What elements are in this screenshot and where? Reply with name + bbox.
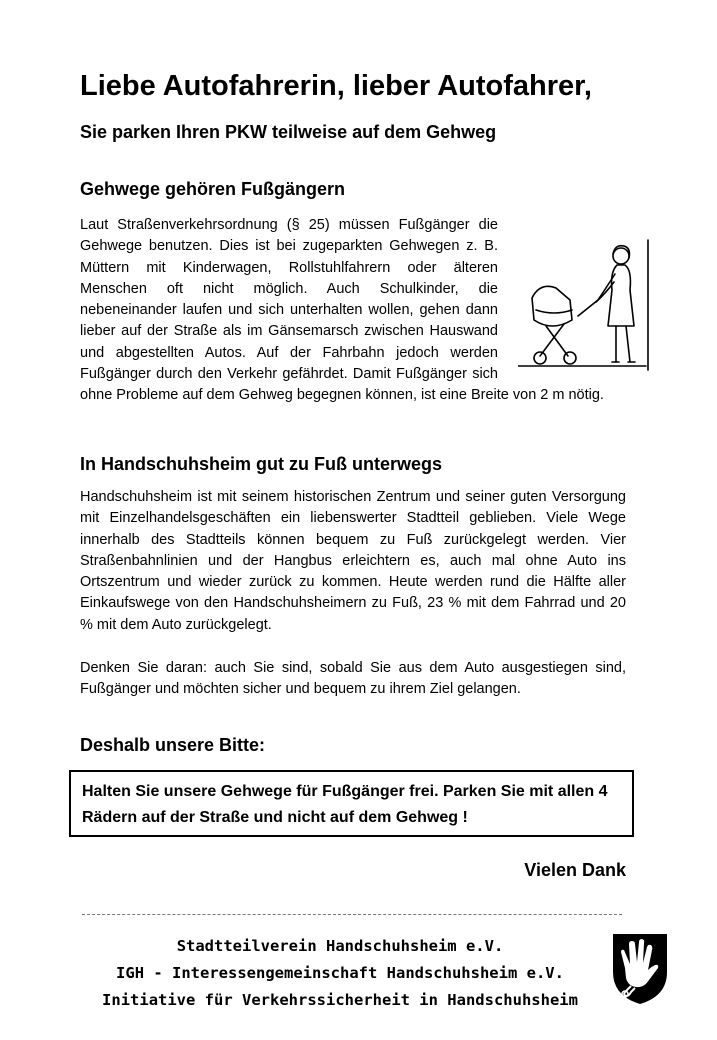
- page-subtitle: Sie parken Ihren PKW teilweise auf dem Gehweg: [80, 122, 497, 142]
- section-text-reminder: Denken Sie daran: auch Sie sind, sobald Sie aus dem Auto ausgestiegen sind, Fußgänger und möchten sicher und bequem zu ihrem Ziel gelangen.: [80, 660, 626, 698]
- request-box: [69, 770, 634, 837]
- footer-organizations: [75, 933, 605, 1014]
- page-title: Liebe Autofahrerin, lieber Autofahrer,: [80, 70, 592, 102]
- section-heading-walking: In Handschuhsheim gut zu Fuß unterwegs: [80, 454, 443, 474]
- thanks-text: Vielen Dank: [524, 860, 626, 880]
- request-box-text: Halten Sie unsere Gehwege für Fußgänger frei. Parken Sie mit allen 4 Rädern auf der Straße und nicht auf dem Gehweg !: [82, 783, 608, 826]
- request-heading: Deshalb unsere Bitte:: [80, 735, 266, 755]
- section-text-sidewalks-content: Laut Straßenverkehrsordnung (§ 25) müssen Fußgänger die Gehwege benutzen. Dies ist bei zugeparkten Gehwegen z. B. Müttern mit Kinderwagen, Rollstuhlfahrern oder älteren Menschen oft nicht möglich. Auch Schulkinder, die nebeneinander laufen und sich unterhalten wollen, gehen dann lieber auf der Straße als im Gänsemarsch zwischen Hauswand und abgestellten Autos. Auf der Fahrbahn jedoch werden Fußgänger durch den Verkehr gefährdet. Damit Fußgänger sich ohne Probleme auf dem Gehweg begegnen können, ist eine Breite von 2 m nötig.: [80, 217, 604, 404]
- glove-shield-logo-icon: [611, 932, 669, 1006]
- section-heading-sidewalks: Gehwege gehören Fußgängern: [80, 179, 346, 199]
- woman-with-stroller-illustration-icon: [518, 238, 652, 374]
- section-text-walking: Handschuhsheim ist mit seinem historischen Zentrum und seiner guten Versorgung mit Einzelhandelsgeschäften ein liebenswerter Stadtteil geblieben. Viele Wege innerhalb des Stadtteils können bequem zu Fuß zurückgelegt werden. Vier Straßenbahnlinien und der Hangbus erleichtern es, auch mal ohne Auto ins Ortszentrum und wieder zurück zu kommen. Heute werden rund die Hälfte aller Einkaufswege von den Handschuhsheimern zu Fuß, 23 % mit dem Fahrrad und 20 % mit dem Auto zurückgelegt.: [80, 489, 626, 633]
- footer-line-2: IGH - Interessengemeinschaft Handschuhsheim e.V.: [116, 964, 564, 982]
- footer-line-1: Stadtteilverein Handschuhsheim e.V.: [176, 937, 504, 955]
- footer-line-3: Initiative für Verkehrssicherheit in Handschuhsheim: [102, 991, 578, 1009]
- footer-divider: [82, 914, 622, 915]
